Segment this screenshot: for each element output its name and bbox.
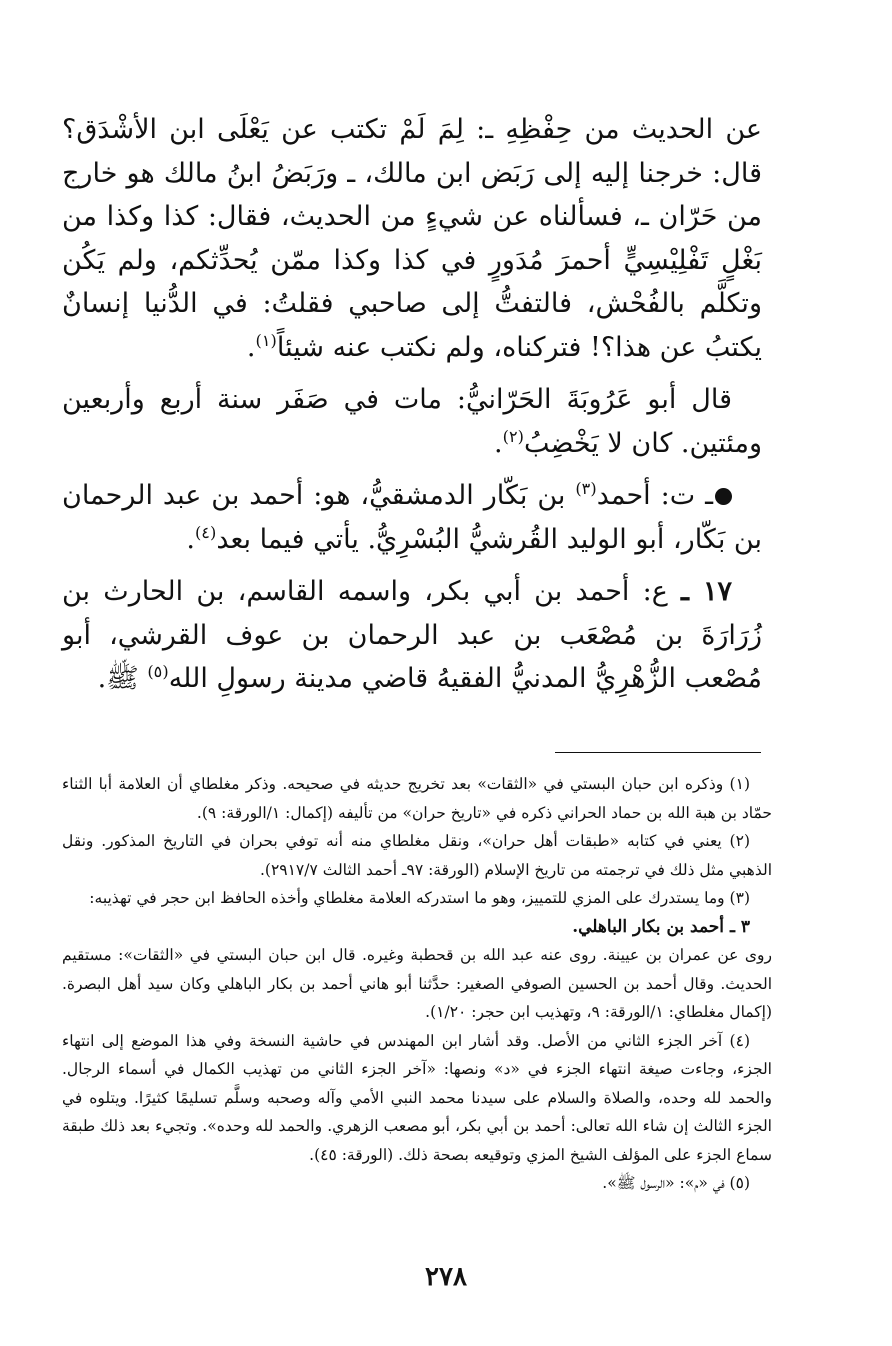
entry-17-tail: ﷺ. — [97, 663, 148, 694]
paragraph-1 — [62, 108, 762, 369]
footnote-3-heading: ٣ ـ أحمد بن بكار الباهلي. — [572, 916, 750, 937]
paragraph-1-text: عن الحديث من حِفْظِهِ ـ: لِمَ لَمْ تكتب عن يَعْلَى ابن الأشْدَق؟ قال: خرجنا إليه إلى رَبَض ابن مالك، ـ ورَبَضُ ابنُ مالك هو خارج من حَرّان ـ، فسألناه عن شيءٍ من الحديث، فقال: كذا وكذا من بَغْلٍ تَفْلِيْسِيٍّ أحمرَ مُدَورٍ في كذا وكذا ممّن يُحدِّثكم، ولم يَكُن وتكلَّم بالفُحْش، فالتفتُّ إلى صاحبي فقلتُ: في الدُّنيا إنسانٌ يكتبُ عن هذا؟! فتركناه، ولم نكتب عنه شيئاً — [62, 114, 762, 363]
footnote-ref-3[interactable]: (٣) — [575, 479, 597, 498]
footnote-3-body: روى عن عمران بن عيينة. روى عنه عبد الله بن قحطبة وغيره. قال ابن حبان البستي في «الثقات»: مستقيم الحديث. وقال أحمد بن الحسين الصوفي الصغير: حدَّثنا أبو هاني أحمد بن بكار الباهلي وكان سيد أهل البصرة. (إكمال مغلطاي: ١/الورقة: ٩، وتهذيب ابن حجر: ١/٢٠). — [62, 946, 772, 1021]
entry-prefix: ـ ت: أحمد — [596, 480, 713, 511]
paragraph-2-text: قال أبو عَرُوبَةَ الحَرّانيُّ: مات في صَفَر سنة أربع وأربعين ومئتين. كان لا يَخْضِبُ — [62, 384, 762, 459]
bullet-icon — [715, 488, 732, 505]
footnote-ref-5[interactable]: (٥) — [147, 662, 169, 681]
entry-cross-reference — [62, 474, 762, 561]
footnote-3: (٣) وما يستدرك على المزي للتمييز، وهو ما استدركه العلامة مغلطاي وأخذه الحافظ ابن حجر في تهذيبه: — [89, 889, 750, 907]
footnote-ref-2[interactable]: (٢) — [502, 426, 524, 446]
entry-cross-reference-end: . — [186, 523, 195, 555]
entry-17 — [62, 570, 762, 701]
footnotes-section — [62, 770, 772, 1198]
footnote-5: (٥) في «م»: «الرسول ﷺ». — [602, 1174, 750, 1192]
footnote-2: (٢) يعني في كتابه «طبقات أهل حران»، ونقل مغلطاي منه أنه توفي بحران في التاريخ المذكور. ونقل الذهبي مثل ذلك في ترجمته من تاريخ الإسلام (الورقة: ٩٧ـ أحمد الثالث ٢٩١٧/٧). — [62, 832, 772, 879]
footnote-1: (١) وذكره ابن حبان البستي في «الثقات» بعد تخريج حديثه في صحيحه. وذكر مغلطاي أن العلامة أبا الثناء حمّاد بن هبة الله بن حماد الحراني ذكره في «تاريخ حران» من تأليفه (إكمال: ١/الورقة: ٩). — [62, 775, 772, 822]
paragraph-2-end: . — [494, 427, 503, 459]
page-number: ٢٧٨ — [425, 1262, 467, 1292]
footnote-4: (٤) آخر الجزء الثاني من الأصل. وقد أشار ابن المهندس في حاشية النسخة وفي هذا الموضع إلى انتهاء الجزء، وجاءت صيغة انتهاء الجزء في «د» ونصها: «آخر الجزء الثاني من تهذيب الكمال في أسماء الرجال. والحمد لله وحده، والصلاة والسلام على سيدنا محمد النبي الأمي وآله وصحبه وسلَّم تسليمًا كثيرًا. ويتلوه في الجزء الثالث إن شاء الله تعالى: أحمد بن أبي بكر، أبو مصعب الزهري. والحمد لله وحده». وتجيء بعد ذلك طبقة سماع الجزء على المؤلف الشيخ المزي وتوقيعه بصحة ذلك. (الورقة: ٤٥). — [62, 1031, 772, 1164]
footnote-divider — [555, 752, 761, 753]
entry-17-text: ع: أحمد بن أبي بكر، واسمه القاسم، بن الحارث بن زُرَارَةَ بن مُصْعَب بن عبد الرحمان بن عوف القرشي، أبو مُصْعب الزُّهْرِيُّ المدنيُّ الفقيهُ قاضي مدينة رسولِ الله — [62, 576, 762, 694]
entry-number: ١٧ ـ — [681, 576, 732, 607]
paragraph-2 — [62, 378, 762, 465]
main-text — [62, 108, 762, 710]
footnote-ref-1[interactable]: (١) — [255, 330, 277, 350]
entry-cross-reference-text: بن بَكّار الدمشقيُّ، هو: أحمد بن عبد الرحمان بن بَكّار، أبو الوليد القُرشيُّ البُسْرِيُّ. يأتي فيما بعد — [62, 480, 762, 555]
footnote-ref-4[interactable]: (٤) — [194, 522, 217, 542]
paragraph-1-end: . — [246, 331, 256, 363]
